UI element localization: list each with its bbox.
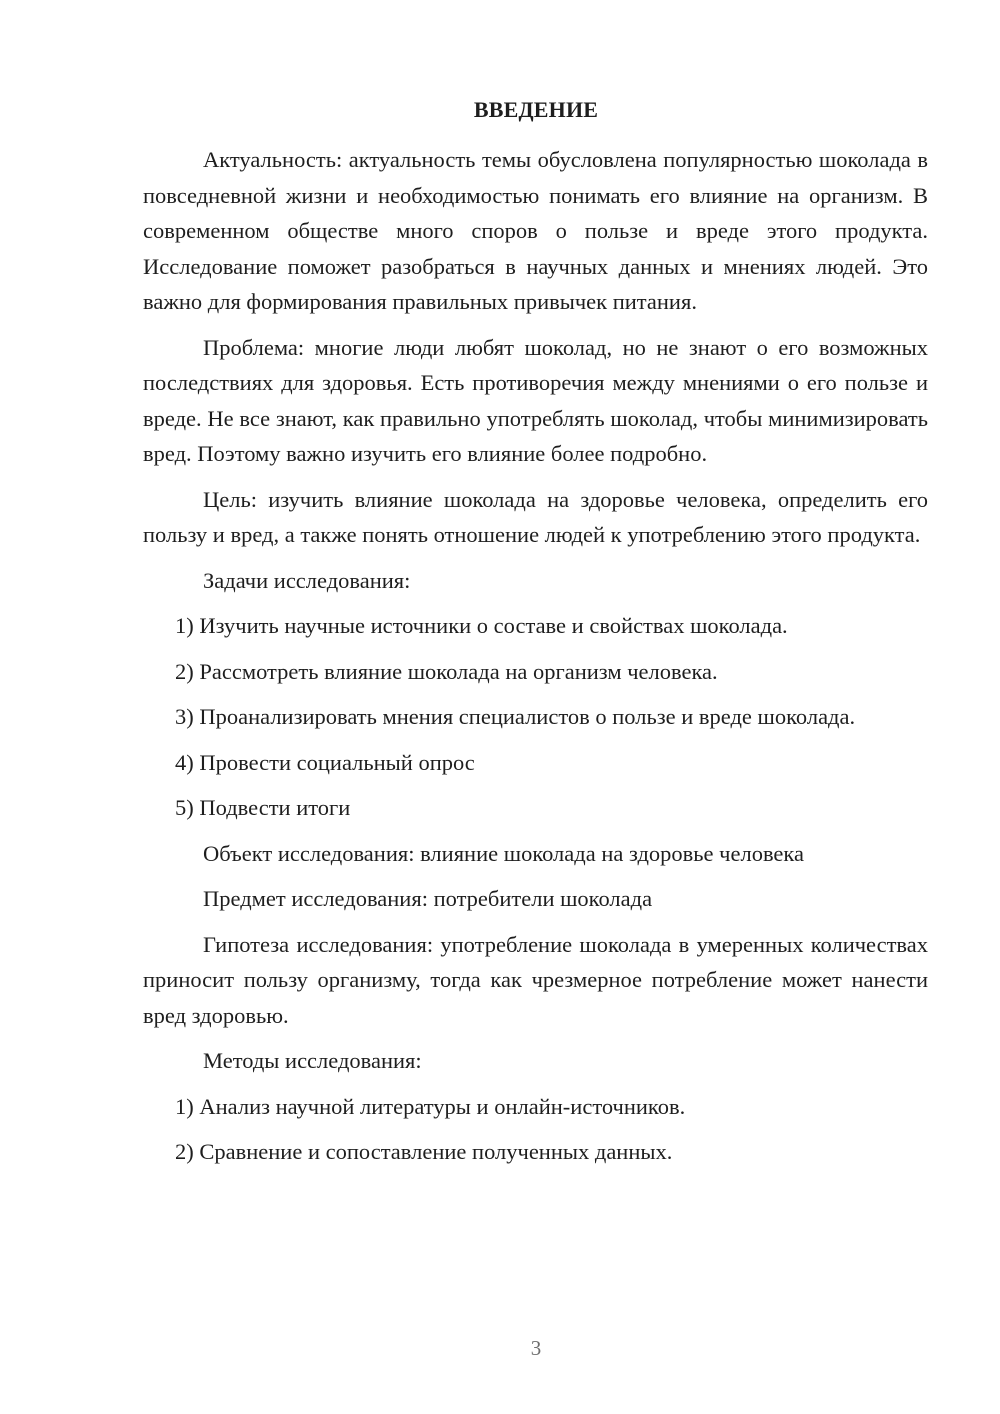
goal-paragraph: Цель: изучить влияние шоколада на здоровье человека, определить его пользу и вред, а также понять отношение людей к употреблению этого продукта. [143, 486, 928, 547]
hypothesis-paragraph: Гипотеза исследования: употребление шоколада в умеренных количествах приносит пользу организму, тогда как чрезмерное потребление может нанести вред здоровью. [143, 931, 928, 1028]
subject-paragraph: Предмет исследования: потребители шоколада [203, 886, 653, 911]
method-item: 2) Сравнение и сопоставление полученных данных. [175, 1139, 673, 1164]
body-text [143, 142, 928, 1180]
relevance-paragraph: Актуальность: актуальность темы обусловлена популярностью шоколада в повседневной жизни и необходимостью понимать его влияние на организм. В современном обществе много споров о пользе и вреде этого продукта. Исследование поможет разобраться в научных данных и мнениях людей. Это важно для формирования правильных привычек питания. [143, 147, 928, 314]
problem-paragraph: Проблема: многие люди любят шоколад, но не знают о его возможных последствиях для здоровья. Есть противоречия между мнениями о его пользе и вреде. Не все знают, как правильно употреблять шоколад, чтобы минимизировать вред. Поэтому важно изучить его влияние более подробно. [143, 334, 928, 466]
tasks-label: Задачи исследования: [203, 567, 411, 593]
object-paragraph: Объект исследования: влияние шоколада на здоровье человека [203, 840, 804, 866]
task-item: 4) Провести социальный опрос [175, 749, 475, 775]
page-number: 3 [530, 1336, 542, 1360]
task-item: 5) Подвести итоги [175, 795, 351, 820]
task-item: 2) Рассмотреть влияние шоколада на организм человека. [175, 658, 718, 684]
task-item: 3) Проанализировать мнения специалистов о пользе и вреде шоколада. [175, 704, 856, 729]
methods-label: Методы исследования: [203, 1048, 422, 1073]
task-item: 1) Изучить научные источники о составе и свойствах шоколада. [175, 613, 788, 638]
section-heading: ВВЕДЕНИЕ [473, 97, 599, 122]
method-item: 1) Анализ научной литературы и онлайн-источников. [175, 1093, 686, 1119]
